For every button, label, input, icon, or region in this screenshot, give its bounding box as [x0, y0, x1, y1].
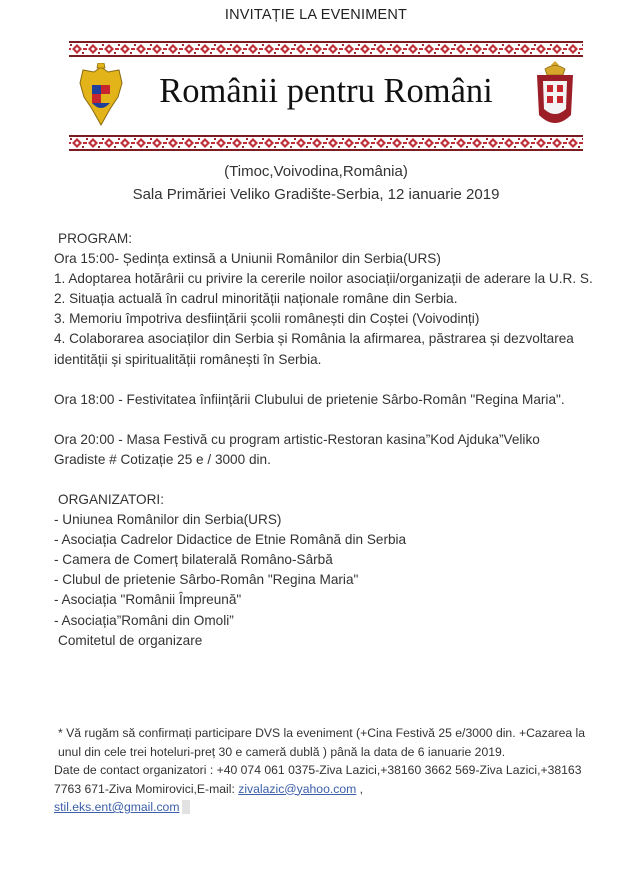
organizer-item: - Uniunea Românilor din Serbia(URS): [54, 512, 282, 528]
email-separator: ,: [356, 781, 364, 796]
event-1800: Ora 18:00 - Festivitatea înființării Clubului de prietenie Sârbo-Român "Regina Maria".: [54, 391, 565, 407]
organizer-item: - Camera de Comerț bilaterală Româno-Sârbă: [54, 552, 333, 568]
contact-info: [54, 761, 589, 798]
organizer-item: - Asociația "Românii Împreună": [54, 592, 242, 608]
footer-notes: [54, 724, 589, 817]
event-2000: Ora 20:00 - Masa Festivă cu program artistic-Restoran kasina”Kod Ajduka”Veliko Gradiste # Cotizație 25 e / 3000 din.: [54, 431, 540, 467]
banner: [69, 41, 583, 151]
organizing-committee: Comitetul de organizare: [58, 632, 203, 648]
confirmation-note: * Vă rugăm să confirmați participare DVS la eveniment (+Cina Festivă 25 e/3000 din. +Cazarea la unul din cele trei hoteluri-preț 30 e cameră dublă ) până la data de 6 ianuarie 2019.: [58, 726, 586, 759]
organizers-header: ORGANIZATORI:: [58, 491, 164, 507]
subtitle-regions: (Timoc,Voivodina,România): [224, 163, 408, 180]
contact-text: Date de contact organizatori : +40 074 061 0375-Ziva Lazici,+38160 3662 569-Ziva Lazici,+38163 7763 671-Ziva Momirovici,E-mail:: [54, 763, 582, 796]
program-line: Ora 15:00- Ședința extinsă a Uniunii Românilor din Serbia(URS): [54, 251, 441, 267]
text-cursor-selection: [182, 800, 190, 814]
program-header: PROGRAM:: [58, 231, 133, 246]
program-line: 4. Colaborarea asociaților din Serbia și România la afirmarea, păstrarea și dezvoltarea identității și spiritualității românești în Serbia.: [54, 331, 574, 367]
ornament-band-top: [69, 41, 583, 57]
serbia-coat-of-arms-icon: [533, 59, 577, 131]
program-line: 1. Adoptarea hotărârii cu privire la cererile noilor asociații/organizații de aderare la U.R. S.: [54, 271, 593, 287]
program-line: 3. Memoriu împotriva desființării școlii românești din Coștei (Voivodinți): [54, 311, 480, 327]
banner-title: Românii pentru Români: [159, 72, 493, 110]
ornament-band-bottom: [69, 135, 583, 151]
email-link-yahoo[interactable]: zivalazic@yahoo.com: [238, 781, 357, 796]
program-line: 2. Situația actuală în cadrul minorității naționale române din Serbia.: [54, 291, 458, 307]
organizer-item: - Asociația Cadrelor Didactice de Etnie Română din Serbia: [54, 532, 407, 548]
subtitle-venue: Sala Primăriei Veliko Gradište-Serbia, 12 ianuarie 2019: [132, 186, 500, 203]
contact-info-continued: [54, 798, 589, 817]
organizer-item: - Clubul de prietenie Sârbo-Român "Regina Maria": [54, 572, 359, 588]
email-link-gmail[interactable]: stil.eks.ent@gmail.com: [54, 800, 180, 814]
document-body: [54, 229, 594, 651]
romania-coat-of-arms-icon: [78, 63, 124, 129]
organizer-item: - Asociația”Români din Omoli”: [54, 612, 234, 628]
document-heading: INVITAȚIE LA EVENIMENT: [224, 7, 408, 23]
